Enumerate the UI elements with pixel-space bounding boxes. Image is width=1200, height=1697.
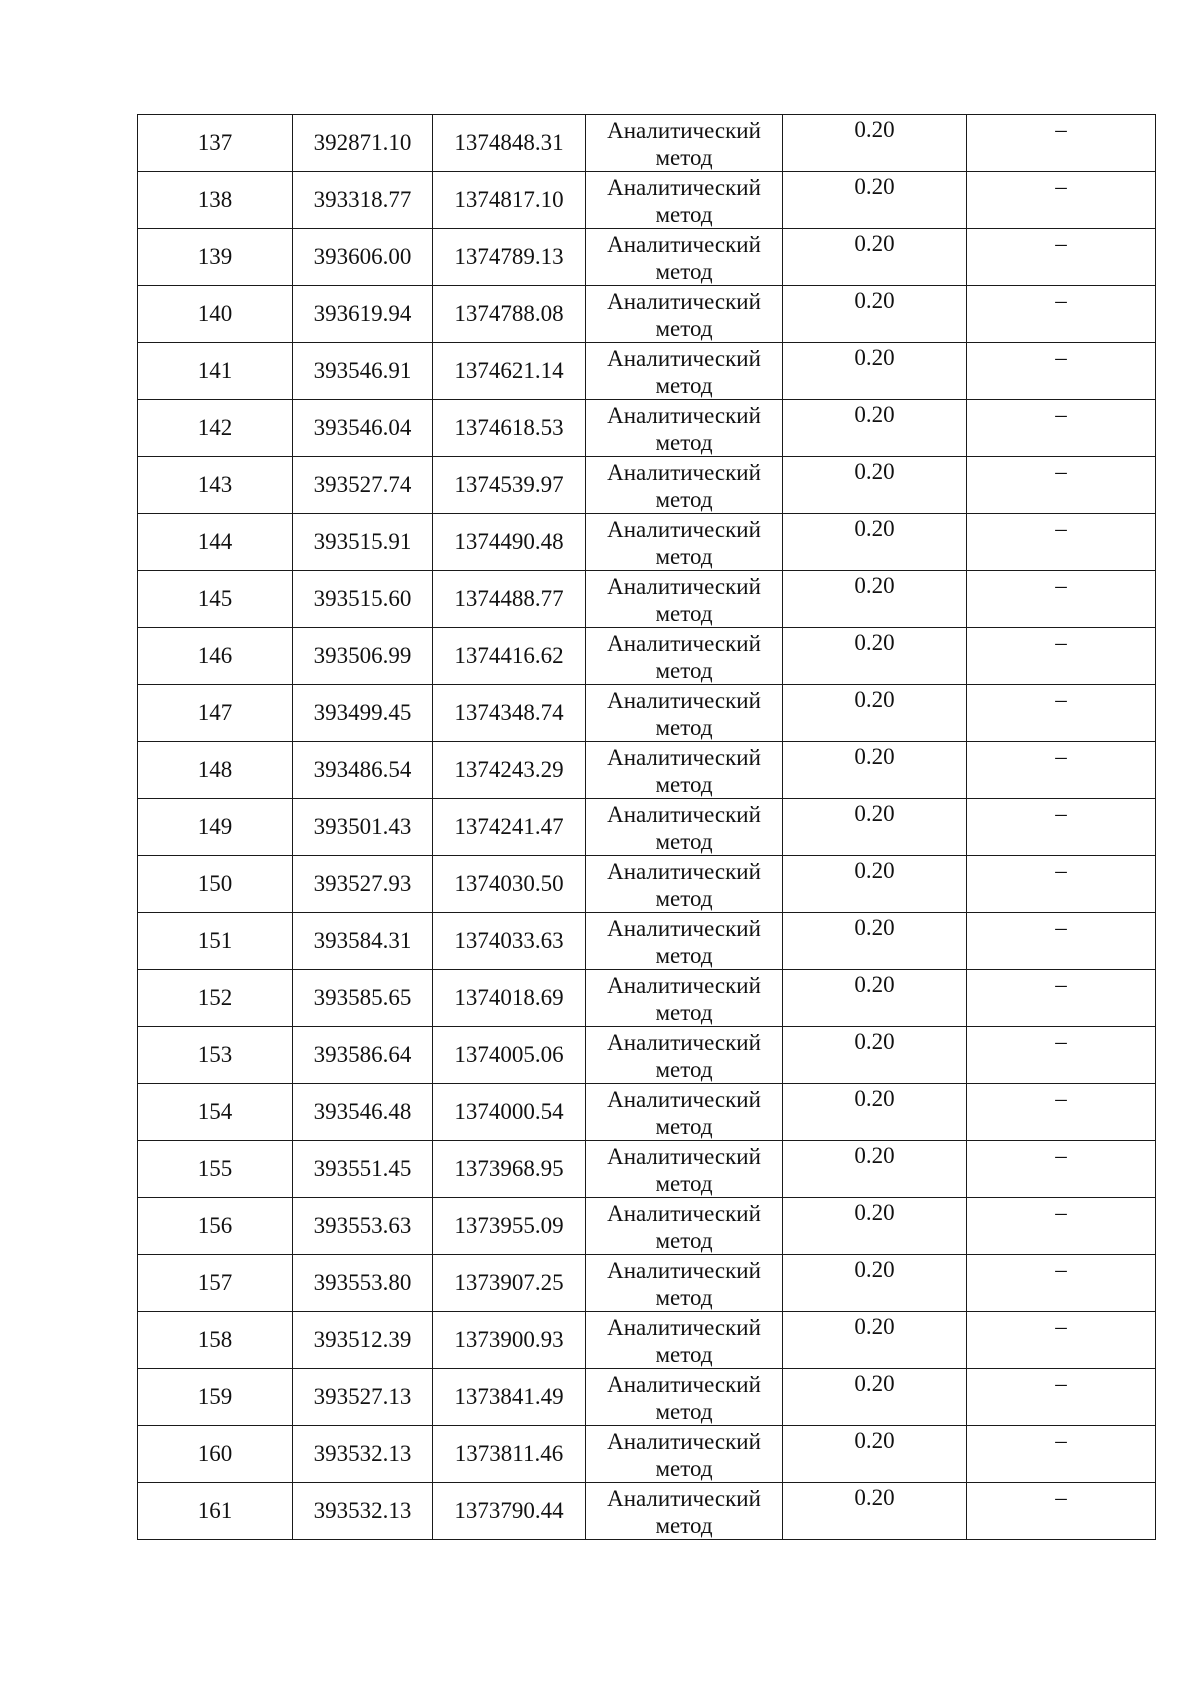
method-line-1: Аналитический: [607, 403, 761, 428]
method-cell: [586, 1027, 783, 1084]
point-number-cell: 157: [138, 1255, 293, 1312]
method-cell: [586, 913, 783, 970]
method-cell: [586, 514, 783, 571]
table-row: [138, 856, 1156, 913]
accuracy-cell: 0.20: [783, 343, 967, 400]
y-coordinate-cell: 1374033.63: [433, 913, 586, 970]
accuracy-cell: 0.20: [783, 1369, 967, 1426]
y-coordinate-cell: 1374789.13: [433, 229, 586, 286]
table-row: [138, 742, 1156, 799]
method-line-1: Аналитический: [607, 1087, 761, 1112]
note-cell: –: [967, 1027, 1156, 1084]
point-number-cell: 153: [138, 1027, 293, 1084]
accuracy-cell: 0.20: [783, 1027, 967, 1084]
method-line-2: метод: [655, 202, 713, 227]
method-line-2: метод: [655, 658, 713, 683]
table-row: [138, 685, 1156, 742]
method-line-2: метод: [655, 1399, 713, 1424]
y-coordinate-cell: 1374490.48: [433, 514, 586, 571]
method-line-1: Аналитический: [607, 175, 761, 200]
point-number-cell: 159: [138, 1369, 293, 1426]
method-line-1: Аналитический: [607, 973, 761, 998]
method-line-1: Аналитический: [607, 1258, 761, 1283]
x-coordinate-cell: 393527.74: [293, 457, 433, 514]
method-line-2: метод: [655, 1057, 713, 1082]
y-coordinate-cell: 1373907.25: [433, 1255, 586, 1312]
method-line-2: метод: [655, 886, 713, 911]
method-line-1: Аналитический: [607, 859, 761, 884]
method-line-1: Аналитический: [607, 1030, 761, 1055]
y-coordinate-cell: 1374817.10: [433, 172, 586, 229]
accuracy-cell: 0.20: [783, 913, 967, 970]
method-line-1: Аналитический: [607, 289, 761, 314]
y-coordinate-cell: 1374618.53: [433, 400, 586, 457]
method-cell: [586, 1483, 783, 1540]
method-line-2: метод: [655, 1513, 713, 1538]
accuracy-cell: 0.20: [783, 970, 967, 1027]
point-number-cell: 161: [138, 1483, 293, 1540]
point-number-cell: 156: [138, 1198, 293, 1255]
method-line-1: Аналитический: [607, 688, 761, 713]
accuracy-cell: 0.20: [783, 1084, 967, 1141]
method-cell: [586, 229, 783, 286]
point-number-cell: 137: [138, 115, 293, 172]
accuracy-cell: 0.20: [783, 286, 967, 343]
point-number-cell: 154: [138, 1084, 293, 1141]
method-cell: [586, 457, 783, 514]
y-coordinate-cell: 1374488.77: [433, 571, 586, 628]
point-number-cell: 147: [138, 685, 293, 742]
note-cell: –: [967, 742, 1156, 799]
y-coordinate-cell: 1374243.29: [433, 742, 586, 799]
x-coordinate-cell: 393584.31: [293, 913, 433, 970]
method-line-1: Аналитический: [607, 802, 761, 827]
table-row: [138, 1255, 1156, 1312]
table-row: [138, 1483, 1156, 1540]
x-coordinate-cell: 393486.54: [293, 742, 433, 799]
x-coordinate-cell: 393546.91: [293, 343, 433, 400]
method-line-2: метод: [655, 601, 713, 626]
table-row: [138, 457, 1156, 514]
point-number-cell: 150: [138, 856, 293, 913]
method-cell: [586, 571, 783, 628]
method-cell: [586, 799, 783, 856]
point-number-cell: 141: [138, 343, 293, 400]
note-cell: –: [967, 1198, 1156, 1255]
x-coordinate-cell: 393499.45: [293, 685, 433, 742]
accuracy-cell: 0.20: [783, 799, 967, 856]
table-row: [138, 571, 1156, 628]
accuracy-cell: 0.20: [783, 1426, 967, 1483]
note-cell: –: [967, 913, 1156, 970]
point-number-cell: 145: [138, 571, 293, 628]
x-coordinate-cell: 393501.43: [293, 799, 433, 856]
method-line-2: метод: [655, 145, 713, 170]
accuracy-cell: 0.20: [783, 685, 967, 742]
table-row: [138, 514, 1156, 571]
x-coordinate-cell: 393546.48: [293, 1084, 433, 1141]
note-cell: –: [967, 115, 1156, 172]
x-coordinate-cell: 393515.60: [293, 571, 433, 628]
table-row: [138, 799, 1156, 856]
note-cell: –: [967, 1084, 1156, 1141]
method-cell: [586, 1312, 783, 1369]
y-coordinate-cell: 1373955.09: [433, 1198, 586, 1255]
note-cell: –: [967, 571, 1156, 628]
method-cell: [586, 685, 783, 742]
table-row: [138, 286, 1156, 343]
accuracy-cell: 0.20: [783, 1198, 967, 1255]
table-row: [138, 229, 1156, 286]
method-line-1: Аналитический: [607, 232, 761, 257]
y-coordinate-cell: 1374000.54: [433, 1084, 586, 1141]
point-number-cell: 149: [138, 799, 293, 856]
y-coordinate-cell: 1374848.31: [433, 115, 586, 172]
x-coordinate-cell: 393532.13: [293, 1483, 433, 1540]
note-cell: –: [967, 856, 1156, 913]
x-coordinate-cell: 393506.99: [293, 628, 433, 685]
method-line-2: метод: [655, 259, 713, 284]
point-number-cell: 158: [138, 1312, 293, 1369]
y-coordinate-cell: 1374416.62: [433, 628, 586, 685]
note-cell: –: [967, 1369, 1156, 1426]
accuracy-cell: 0.20: [783, 172, 967, 229]
method-cell: [586, 286, 783, 343]
y-coordinate-cell: 1374018.69: [433, 970, 586, 1027]
method-line-2: метод: [655, 316, 713, 341]
x-coordinate-cell: 393619.94: [293, 286, 433, 343]
x-coordinate-cell: 393546.04: [293, 400, 433, 457]
point-number-cell: 143: [138, 457, 293, 514]
x-coordinate-cell: 393512.39: [293, 1312, 433, 1369]
x-coordinate-cell: 393606.00: [293, 229, 433, 286]
method-line-2: метод: [655, 943, 713, 968]
x-coordinate-cell: 393585.65: [293, 970, 433, 1027]
table-row: [138, 1198, 1156, 1255]
method-line-2: метод: [655, 373, 713, 398]
accuracy-cell: 0.20: [783, 1141, 967, 1198]
point-number-cell: 138: [138, 172, 293, 229]
method-cell: [586, 1369, 783, 1426]
y-coordinate-cell: 1374539.97: [433, 457, 586, 514]
method-cell: [586, 742, 783, 799]
point-number-cell: 140: [138, 286, 293, 343]
method-line-1: Аналитический: [607, 631, 761, 656]
x-coordinate-cell: 393553.80: [293, 1255, 433, 1312]
table-row: [138, 1027, 1156, 1084]
accuracy-cell: 0.20: [783, 457, 967, 514]
table-row: [138, 1141, 1156, 1198]
accuracy-cell: 0.20: [783, 115, 967, 172]
note-cell: –: [967, 970, 1156, 1027]
method-cell: [586, 172, 783, 229]
method-line-1: Аналитический: [607, 1144, 761, 1169]
table-row: [138, 1426, 1156, 1483]
method-line-1: Аналитический: [607, 1372, 761, 1397]
accuracy-cell: 0.20: [783, 1312, 967, 1369]
x-coordinate-cell: 393527.93: [293, 856, 433, 913]
point-number-cell: 152: [138, 970, 293, 1027]
y-coordinate-cell: 1373790.44: [433, 1483, 586, 1540]
y-coordinate-cell: 1373841.49: [433, 1369, 586, 1426]
method-cell: [586, 1084, 783, 1141]
note-cell: –: [967, 343, 1156, 400]
y-coordinate-cell: 1374621.14: [433, 343, 586, 400]
note-cell: –: [967, 457, 1156, 514]
method-line-2: метод: [655, 1114, 713, 1139]
note-cell: –: [967, 229, 1156, 286]
table-row: [138, 913, 1156, 970]
point-number-cell: 151: [138, 913, 293, 970]
note-cell: –: [967, 1426, 1156, 1483]
x-coordinate-cell: 392871.10: [293, 115, 433, 172]
method-line-1: Аналитический: [607, 118, 761, 143]
point-number-cell: 155: [138, 1141, 293, 1198]
note-cell: –: [967, 628, 1156, 685]
method-line-2: метод: [655, 1456, 713, 1481]
method-line-2: метод: [655, 715, 713, 740]
method-cell: [586, 628, 783, 685]
y-coordinate-cell: 1374788.08: [433, 286, 586, 343]
table-row: [138, 628, 1156, 685]
x-coordinate-cell: 393515.91: [293, 514, 433, 571]
note-cell: –: [967, 400, 1156, 457]
method-line-1: Аналитический: [607, 745, 761, 770]
accuracy-cell: 0.20: [783, 514, 967, 571]
table-row: [138, 970, 1156, 1027]
method-cell: [586, 970, 783, 1027]
note-cell: –: [967, 1483, 1156, 1540]
note-cell: –: [967, 1312, 1156, 1369]
accuracy-cell: 0.20: [783, 1483, 967, 1540]
accuracy-cell: 0.20: [783, 400, 967, 457]
x-coordinate-cell: 393318.77: [293, 172, 433, 229]
table-row: [138, 1084, 1156, 1141]
coordinates-table: [137, 114, 1156, 1540]
table-row: [138, 343, 1156, 400]
y-coordinate-cell: 1374005.06: [433, 1027, 586, 1084]
method-line-2: метод: [655, 1228, 713, 1253]
method-cell: [586, 343, 783, 400]
accuracy-cell: 0.20: [783, 628, 967, 685]
note-cell: –: [967, 514, 1156, 571]
table-body: [138, 115, 1156, 1540]
method-line-1: Аналитический: [607, 1315, 761, 1340]
method-line-1: Аналитический: [607, 1486, 761, 1511]
method-line-2: метод: [655, 430, 713, 455]
method-line-2: метод: [655, 1171, 713, 1196]
note-cell: –: [967, 799, 1156, 856]
x-coordinate-cell: 393532.13: [293, 1426, 433, 1483]
method-line-2: метод: [655, 1000, 713, 1025]
y-coordinate-cell: 1373811.46: [433, 1426, 586, 1483]
y-coordinate-cell: 1373968.95: [433, 1141, 586, 1198]
method-line-2: метод: [655, 1285, 713, 1310]
accuracy-cell: 0.20: [783, 1255, 967, 1312]
table-row: [138, 115, 1156, 172]
method-cell: [586, 1426, 783, 1483]
x-coordinate-cell: 393551.45: [293, 1141, 433, 1198]
note-cell: –: [967, 1255, 1156, 1312]
point-number-cell: 144: [138, 514, 293, 571]
method-line-2: метод: [655, 772, 713, 797]
x-coordinate-cell: 393527.13: [293, 1369, 433, 1426]
y-coordinate-cell: 1374241.47: [433, 799, 586, 856]
accuracy-cell: 0.20: [783, 856, 967, 913]
table-row: [138, 1312, 1156, 1369]
point-number-cell: 142: [138, 400, 293, 457]
table-row: [138, 1369, 1156, 1426]
point-number-cell: 146: [138, 628, 293, 685]
table-row: [138, 172, 1156, 229]
method-line-2: метод: [655, 544, 713, 569]
point-number-cell: 139: [138, 229, 293, 286]
accuracy-cell: 0.20: [783, 229, 967, 286]
x-coordinate-cell: 393553.63: [293, 1198, 433, 1255]
y-coordinate-cell: 1373900.93: [433, 1312, 586, 1369]
method-line-2: метод: [655, 1342, 713, 1367]
accuracy-cell: 0.20: [783, 742, 967, 799]
method-cell: [586, 1198, 783, 1255]
y-coordinate-cell: 1374348.74: [433, 685, 586, 742]
x-coordinate-cell: 393586.64: [293, 1027, 433, 1084]
method-cell: [586, 1141, 783, 1198]
method-line-1: Аналитический: [607, 916, 761, 941]
method-line-1: Аналитический: [607, 574, 761, 599]
method-line-2: метод: [655, 487, 713, 512]
point-number-cell: 160: [138, 1426, 293, 1483]
method-line-1: Аналитический: [607, 1429, 761, 1454]
method-line-1: Аналитический: [607, 346, 761, 371]
method-cell: [586, 115, 783, 172]
note-cell: –: [967, 172, 1156, 229]
table-row: [138, 400, 1156, 457]
method-line-1: Аналитический: [607, 1201, 761, 1226]
note-cell: –: [967, 1141, 1156, 1198]
note-cell: –: [967, 286, 1156, 343]
note-cell: –: [967, 685, 1156, 742]
method-cell: [586, 1255, 783, 1312]
method-line-1: Аналитический: [607, 517, 761, 542]
method-cell: [586, 856, 783, 913]
method-line-2: метод: [655, 829, 713, 854]
method-cell: [586, 400, 783, 457]
accuracy-cell: 0.20: [783, 571, 967, 628]
point-number-cell: 148: [138, 742, 293, 799]
y-coordinate-cell: 1374030.50: [433, 856, 586, 913]
method-line-1: Аналитический: [607, 460, 761, 485]
